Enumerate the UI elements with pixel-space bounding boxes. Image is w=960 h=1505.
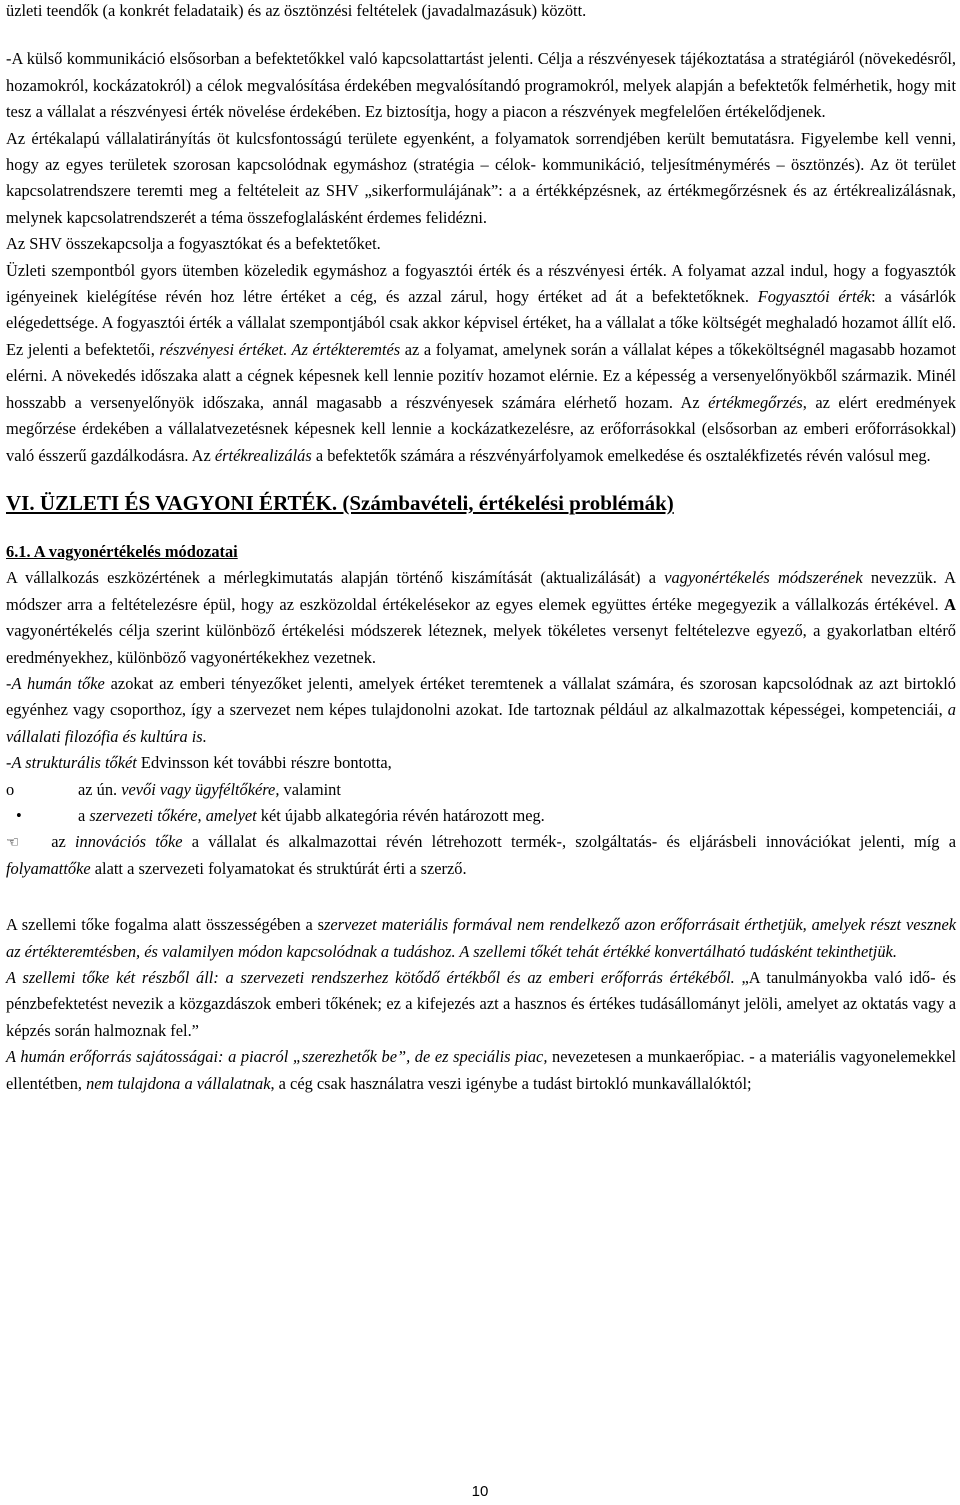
text: A fogyasztói érték a vállalat szempontjából csak akkor képvisel értéket, ha a vállalat a tőke költségét meghaladó hozamot állít elő. bbox=[101, 313, 956, 333]
text: nem tulajdona a vállalatnak bbox=[86, 1073, 271, 1093]
text: szervezeti tőkére, amelyet bbox=[89, 805, 257, 825]
text: Minél hosszabb a versenyelőnyök időszaka, annál magasabb a részvényesek számára elérhető hozam. bbox=[6, 366, 957, 412]
text: innovációs tőke bbox=[75, 832, 183, 852]
text: részvényesi értéket. bbox=[159, 339, 288, 359]
text: alatt a szervezeti folyamatokat és struktúrát érti a szerző. bbox=[90, 858, 467, 878]
paragraph-intellectual-capital-parts bbox=[6, 965, 956, 1044]
text: A folyamat azzal indul, hogy a fogyasztók igényeinek kielégítése révén hoz létre értéket a cég, és azzal zárul, hogy értéket ad át a befektetőknek. bbox=[6, 260, 956, 307]
dot-bullet-icon: • bbox=[16, 805, 22, 825]
text: vevői vagy ügyféltőkére, bbox=[121, 779, 280, 799]
text: Ide tartoznak például az alkalmazottak képességei, kompetenciái, bbox=[507, 700, 948, 720]
paragraph-gap bbox=[6, 882, 956, 912]
text: az a folyamat, amelynek során a vállalat képes a tőkeköltségnél magasabb hozamot elérni. bbox=[6, 339, 957, 386]
text: Fogyasztói érték bbox=[757, 287, 872, 307]
text: A szellemi tőke fogalma alatt összességében a s bbox=[6, 915, 325, 935]
text: Edvinsson két további részre bontotta, bbox=[136, 753, 392, 773]
list-item bbox=[6, 803, 956, 829]
paragraph-human-capital bbox=[6, 671, 956, 750]
text: Ez a képesség a versenyelőnyökből származik. bbox=[602, 366, 917, 386]
text: A vállalkozás eszközértének a mérlegkimutatás alapján történő kiszámítását (aktualizálását) a bbox=[6, 568, 665, 588]
text: „A tanulmányokba való idő- és pénzbefektetést nevezik a közgazdászok emberi tőkének; ez a kifejezés azt a hasznos és értékes tudásállományt jelöli, amelyet az oktatás vagy a képzés során halmoznak fel.” bbox=[6, 968, 956, 1040]
circle-bullet-icon: o bbox=[6, 779, 15, 799]
text: Az öt terület kapcsolatrendszere teremti meg a feltételeit az SHV „sikerformulájának”: a a értékképzésnek, az értékmegőrzésnek és az értékrealizálásnak, melynek kapcsolatrendszerét a téma összefoglalásként érdemes felidézni. bbox=[6, 155, 957, 227]
text: A humán erőforrás sajátosságai: a piacról „szerezhetők be”, de ez speciális piac, bbox=[6, 1047, 548, 1067]
text: Figyelembe kell venni, hogy az egyes területek szorosan kapcsolódnak egymáshoz (stratégia – célok- kommunikáció, teljesítménymérés – ösztönzés). bbox=[6, 128, 956, 175]
text: Az SHV összekapcsolja a fogyasztókat és a befektetőket. bbox=[6, 234, 381, 254]
text: két újabb alkategória révén határozott meg. bbox=[256, 805, 545, 825]
text: Ez jelenti a befektetői, bbox=[6, 339, 160, 359]
text: , az elért eredmények megőrzése érdekében a vállalatvezetésnek képesnek kell lennie a kockázatkezelésre, az erőforrásokkal (elsősorban az emberi erőforrásokkal) való ésszerű gazdálkodásra. Az bbox=[6, 392, 956, 465]
list-item bbox=[6, 777, 956, 803]
text: a vállalat és alkalmazottai révén létrehozott termék-, szolgáltatás- és eljárásbeli innovációkat jelenti, míg a bbox=[182, 832, 956, 852]
list-item bbox=[6, 829, 956, 882]
text: Az bbox=[680, 392, 709, 412]
text: Az értékalapú vállalatirányítás öt kulcsfontosságú területe egyenként, a folyamatok sorrendjében került bemutatásra. bbox=[6, 128, 801, 148]
paragraph-structural-capital bbox=[6, 750, 956, 776]
text: a bbox=[78, 805, 90, 825]
text: vagyonértékelés módszerének bbox=[664, 568, 863, 588]
text: A bbox=[944, 594, 956, 614]
section-heading: 6.1. A vagyonértékelés módozatai bbox=[6, 541, 238, 561]
paragraph-line-0 bbox=[6, 0, 956, 24]
text: , a cég csak használatra veszi igénybe a tudást birtokló munkavállalóktól; bbox=[270, 1073, 752, 1093]
text: a vállalati filozófia és kultúra is. bbox=[6, 700, 956, 746]
text: folyamattőke bbox=[6, 858, 91, 878]
text: A szellemi tőke két részből áll: a szervezeti rendszerhez kötődő értékből és az emberi erőforrás értékéből. bbox=[6, 968, 735, 987]
pointing-hand-icon: ☜ bbox=[6, 833, 20, 852]
text: Üzleti szempontból gyors ütemben közeledik egymáshoz a fogyasztói érték és a részvényesi érték. bbox=[6, 260, 672, 280]
text: A strukturális tőkét bbox=[11, 753, 137, 773]
text: : a vásárlók elégedettsége. bbox=[6, 287, 956, 333]
list-item-text bbox=[78, 777, 956, 803]
text: értékrealizálás bbox=[214, 445, 312, 465]
chapter-heading: VI. ÜZLETI ÉS VAGYONI ÉRTÉK. (Számbavételi, értékelési problémák) bbox=[6, 490, 674, 515]
paragraph-shv bbox=[6, 231, 956, 257]
paragraph-intellectual-capital bbox=[6, 912, 956, 965]
paragraph-customer-value bbox=[6, 258, 956, 469]
text: Ez biztosítja, hogy a piacon a részvények megfelelően értékelődjenek. bbox=[365, 102, 826, 122]
list-item-text bbox=[78, 803, 956, 829]
page-number: 10 bbox=[471, 1483, 489, 1500]
text: az bbox=[42, 832, 75, 852]
text: nevezzük. bbox=[862, 568, 945, 588]
paragraph-gap bbox=[6, 24, 956, 46]
text: azokat az emberi tényezőket jelenti, amelyek értéket teremtenek a vállalat számára, és szorosan kapcsolódnak az azt birtokló egyénhez vagy csoporthoz, így a szervezet nem képes tulajdonolni azokat. bbox=[6, 673, 956, 720]
document-page bbox=[6, 0, 956, 1097]
text: értékmegőrzés bbox=[708, 392, 803, 412]
text: - bbox=[6, 673, 12, 693]
text: A növekedés időszaka alatt a cégnek képesnek kell lennie pozitív hozamot elérnie. bbox=[51, 366, 603, 386]
text: zervezet materiális formával nem rendelkező azon erőforrásait érthetjük, amelyek részt vesznek az értékteremtésben, és valamilyen módon kapcsolódnak a tudáshoz. A szellemi tőkét tehát értékké konvertálható tudásként tekinthetjük. bbox=[6, 915, 956, 961]
paragraph-asset-valuation bbox=[6, 565, 956, 671]
paragraph-external-communication bbox=[6, 46, 956, 125]
text: vagyonértékelés célja szerint különböző értékelési módszerek léteznek, melyek tökéletes versenyt feltételezve egyező, a gyakorlatban eltérő eredményekhez, különböző vagyonértékekhez vezetnek. bbox=[6, 621, 956, 667]
text: az ún. bbox=[78, 779, 122, 799]
text: üzleti teendők (a konkrét feladataik) és az ösztönzési feltételek (javadalmazásuk) között. bbox=[6, 1, 587, 20]
text: A humán tőke bbox=[11, 673, 105, 693]
text: valamint bbox=[279, 779, 341, 799]
text: Az értékteremtés bbox=[287, 339, 401, 359]
text: -A külső kommunikáció elsősorban a befektetőkkel való kapcsolattartást jelenti. Célja a részvényesek tájékoztatása a stratégiáról (növekedésről, hozamokról, kockázatokról) a célok megvalósítása érdekében megvalósítandó programokról, melyek alapján a befektetők felmérhetik, hogy mit tesz a vállalat a részvényesi érték növelése érdekében. bbox=[6, 49, 956, 122]
text: A módszer arra a feltételezésre épül, hogy az eszközoldal értékelésekor az egyes elemek együttes értéke megegyezik a vállalkozás értékével. bbox=[6, 568, 956, 614]
paragraph-human-resource bbox=[6, 1044, 956, 1097]
text: a befektetők számára a részvényárfolyamok emelkedése és osztalékfizetés révén valósul meg. bbox=[311, 445, 931, 465]
paragraph-value-based-management bbox=[6, 126, 956, 232]
text: - bbox=[6, 753, 12, 773]
text: nevezetesen a munkaerőpiac. - a materiális vagyonelemekkel ellentétben, bbox=[6, 1047, 957, 1093]
